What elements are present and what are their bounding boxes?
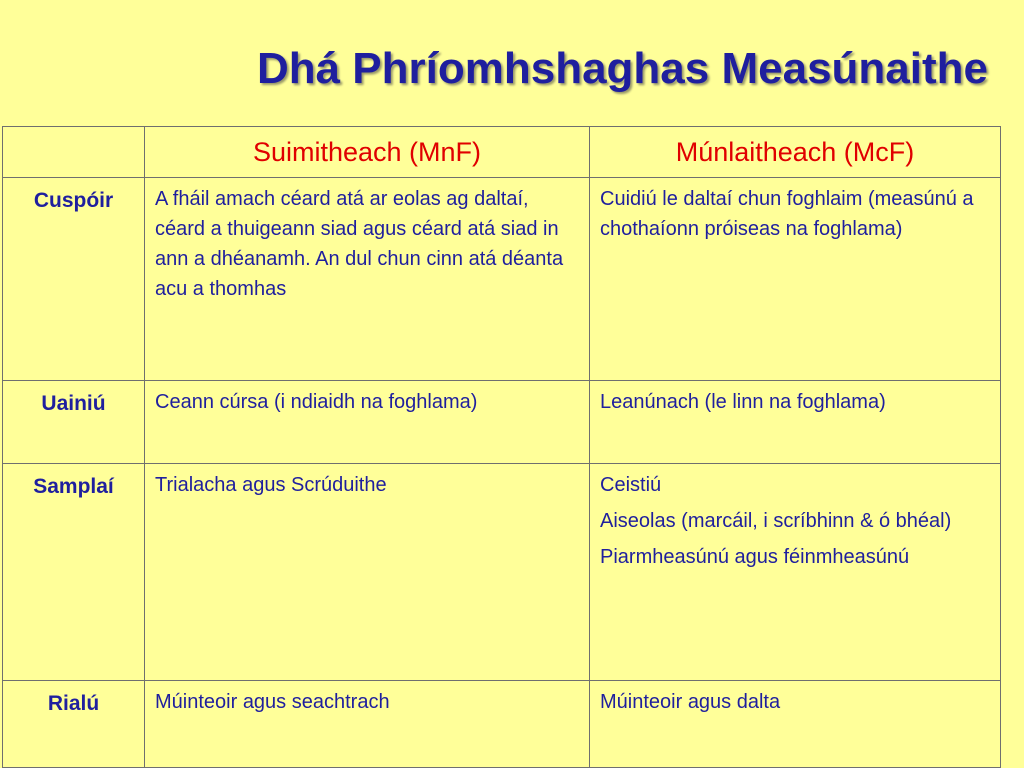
row-label-uainiu: Uainiú bbox=[3, 381, 145, 464]
table-row bbox=[3, 681, 1001, 768]
cell-text: Cuidiú le daltaí chun foghlaim (measúnú a chothaíonn próiseas na foghlama) bbox=[600, 188, 974, 240]
cell-text: Aiseolas (marcáil, i scríbhinn & ó bhéal) bbox=[600, 510, 952, 532]
header-formative: Múnlaitheach (McF) bbox=[590, 127, 1001, 178]
row-label-rialu: Rialú bbox=[3, 681, 145, 768]
header-summative: Suimitheach (MnF) bbox=[145, 127, 590, 178]
table-row bbox=[3, 464, 1001, 681]
cell-formative bbox=[590, 464, 1001, 681]
slide-title: Dhá Phríomhshaghas Measúnaithe bbox=[256, 44, 988, 93]
cell-summative bbox=[145, 178, 590, 381]
cell-text: A fháil amach céard atá ar eolas ag daltaí, céard a thuigeann siad agus céard atá siad in ann a dhéanamh. An dul chun cinn atá déanta acu a thomhas bbox=[155, 188, 564, 300]
cell-summative bbox=[145, 381, 590, 464]
comparison-table bbox=[2, 126, 1001, 768]
header-corner-cell bbox=[3, 127, 145, 178]
cell-formative bbox=[590, 681, 1001, 768]
table-row bbox=[3, 178, 1001, 381]
cell-summative bbox=[145, 681, 590, 768]
cell-summative bbox=[145, 464, 590, 681]
row-label-samplai: Samplaí bbox=[3, 464, 145, 681]
cell-text: Ceistiú bbox=[600, 474, 662, 496]
cell-text: Múinteoir agus dalta bbox=[600, 691, 781, 713]
cell-text: Leanúnach (le linn na foghlama) bbox=[600, 391, 886, 413]
cell-formative bbox=[590, 381, 1001, 464]
table-row bbox=[3, 381, 1001, 464]
cell-text: Múinteoir agus seachtrach bbox=[155, 691, 390, 713]
cell-formative bbox=[590, 178, 1001, 381]
row-label-cuspoir: Cuspóir bbox=[3, 178, 145, 381]
table-header-row bbox=[3, 127, 1001, 178]
cell-text: Trialacha agus Scrúduithe bbox=[155, 474, 387, 496]
cell-text: Ceann cúrsa (i ndiaidh na foghlama) bbox=[155, 391, 478, 413]
cell-text: Piarmheasúnú agus féinmheasúnú bbox=[600, 546, 910, 568]
